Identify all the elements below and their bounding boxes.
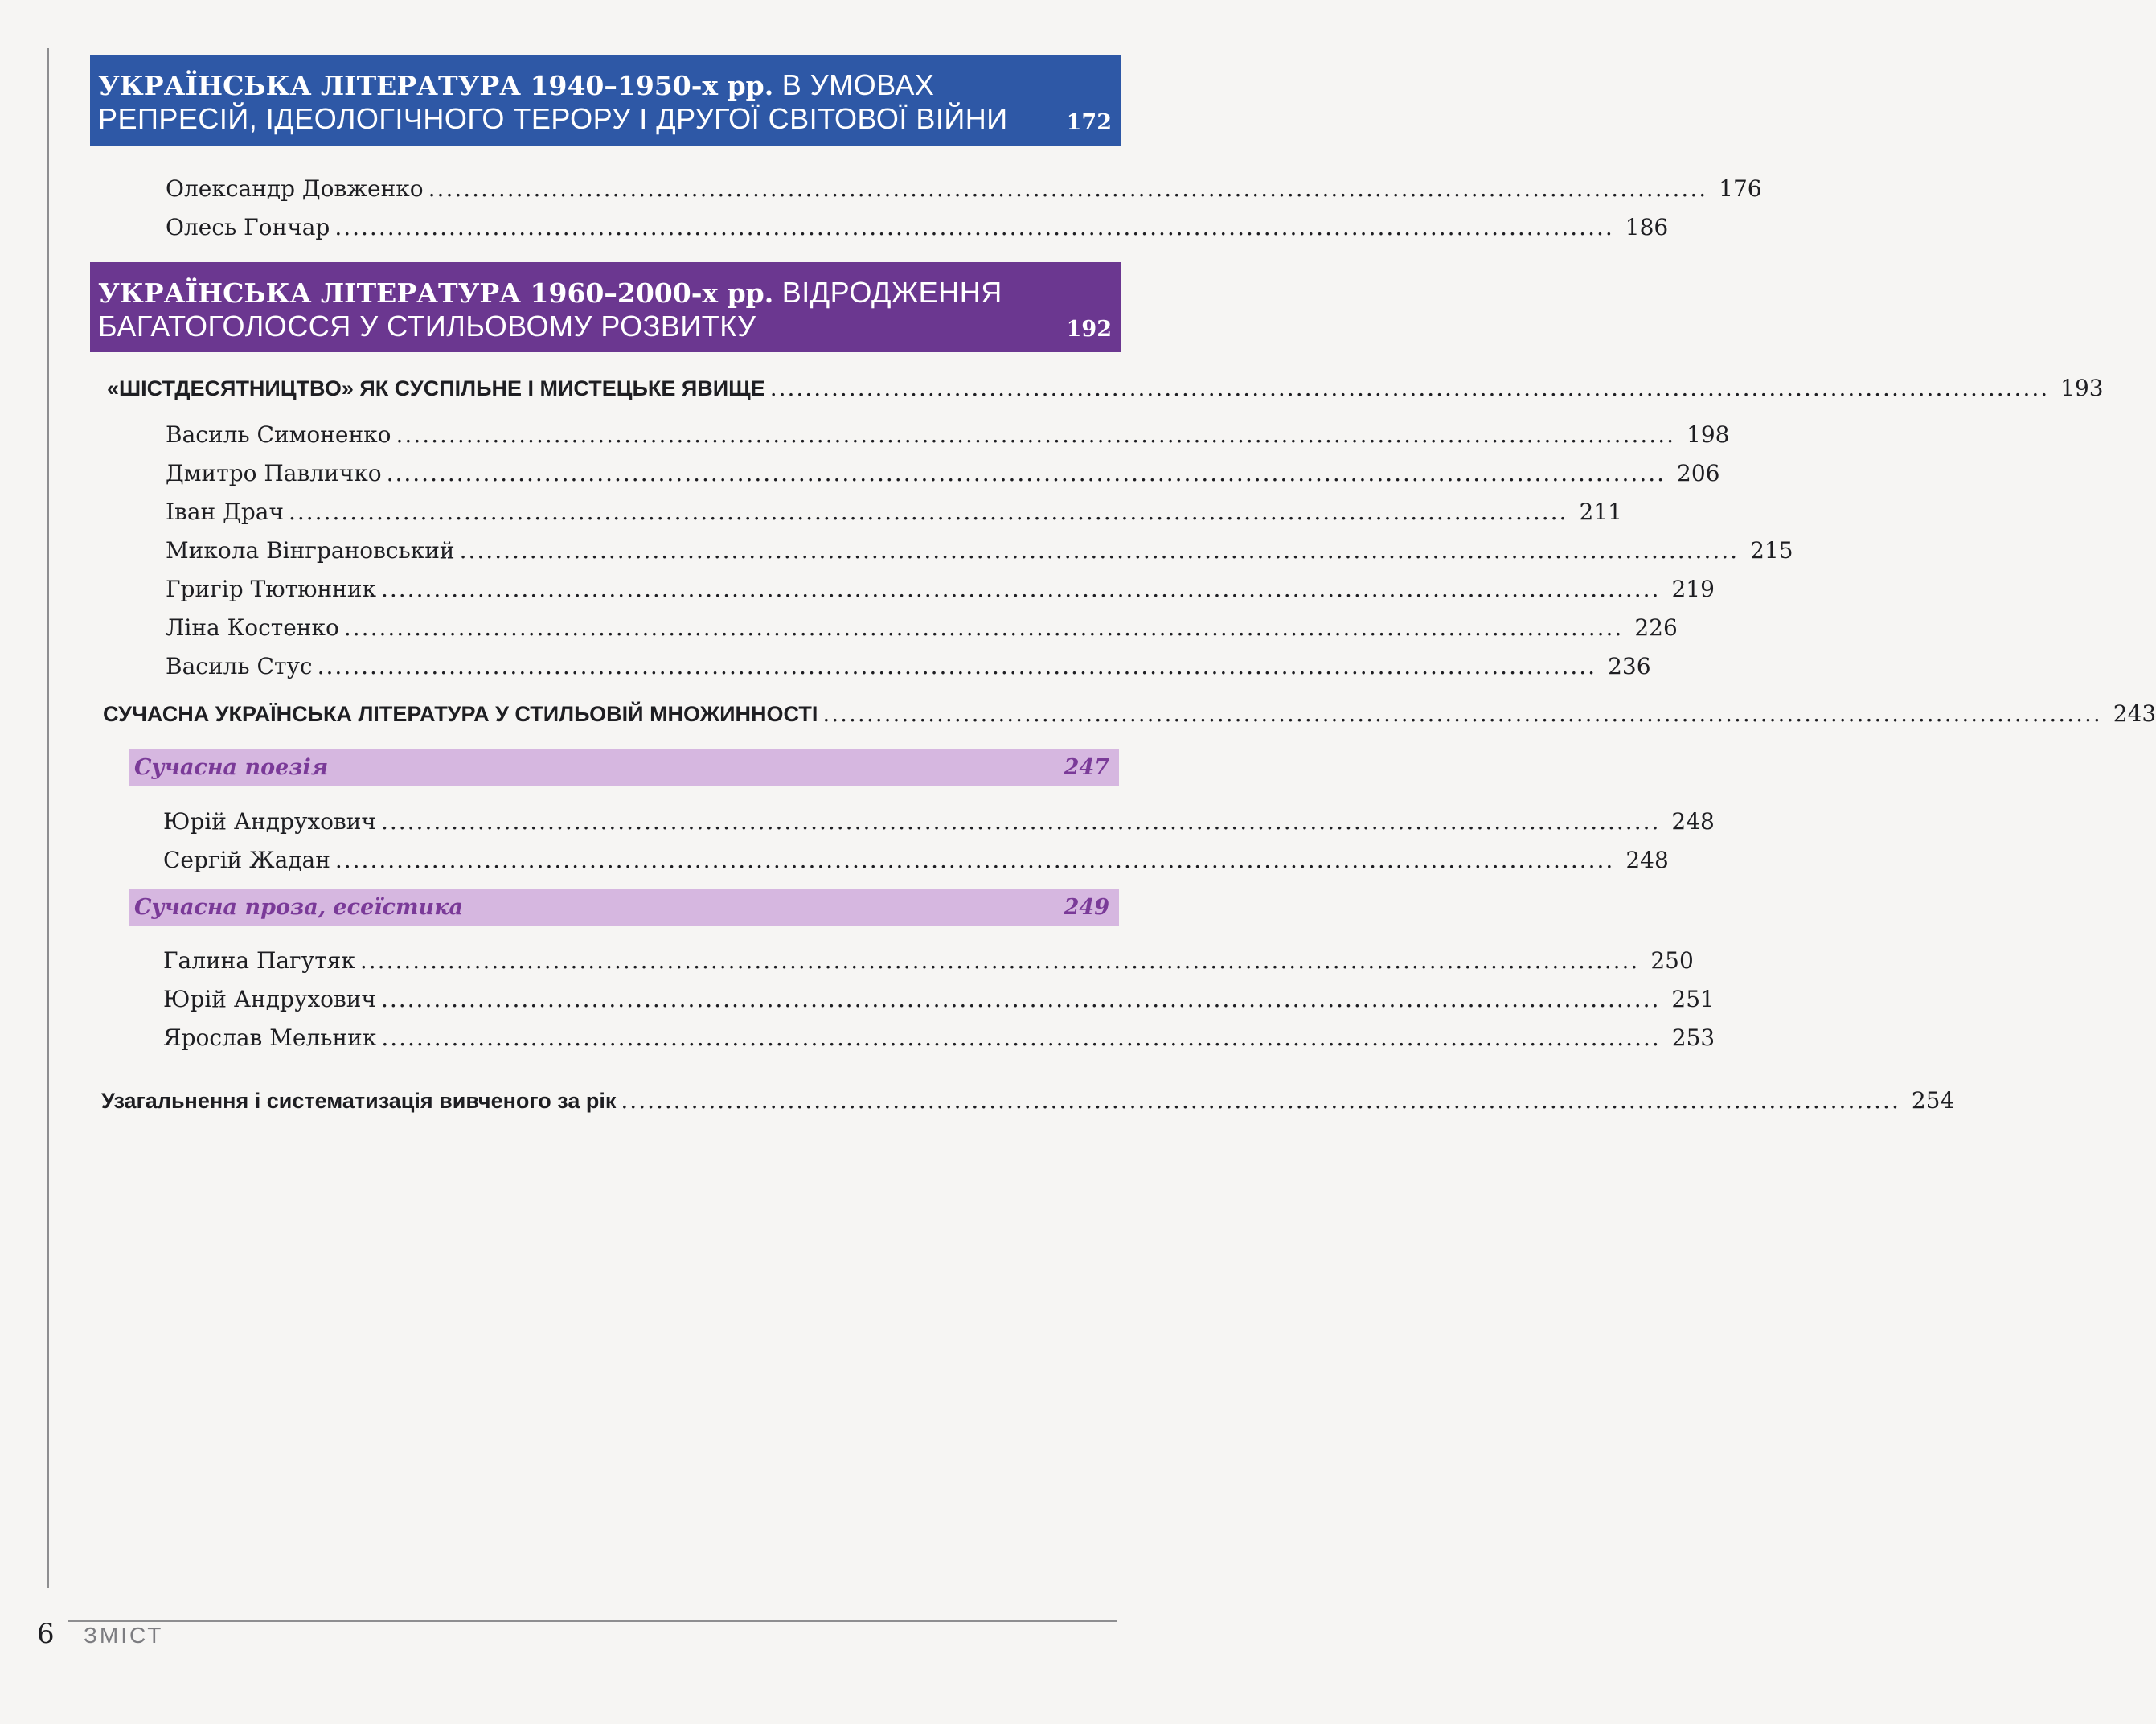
toc-entry-label: Ліна Костенко	[166, 614, 339, 641]
toc-entry-drach[interactable]	[166, 499, 1622, 526]
banner-title-bold: УКРАЇНСЬКА ЛІТЕРАТУРА 1960–2000-х рр.	[98, 277, 774, 309]
toc-entry-label: Ярослав Мельник	[163, 1024, 377, 1051]
toc-entry-page: 236	[1608, 653, 1651, 679]
toc-leader-dots: ..................................................................................................................................................	[381, 1024, 1661, 1051]
toc-entry-page: 248	[1625, 847, 1669, 873]
toc-leader-dots: ..................................................................................................................................................	[380, 808, 1661, 835]
toc-leader-dots: ..................................................................................................................................................	[334, 847, 1615, 873]
toc-entry-label: Олесь Гончар	[166, 214, 330, 240]
toc-entry-label: Іван Драч	[166, 499, 284, 525]
toc-leader-dots: ..................................................................................................................................................	[769, 375, 2050, 401]
toc-entry-label: Василь Симоненко	[166, 421, 391, 448]
toc-group-label: Сучасна проза, есеїстика	[134, 895, 463, 920]
toc-section-label: «ШІСТДЕСЯТНИЦТВО» ЯК СУСПІЛЬНЕ І МИСТЕЦЬКЕ ЯВИЩЕ	[107, 376, 765, 400]
toc-entry-label: Микола Вінграновський	[166, 537, 455, 564]
toc-leader-dots: ..................................................................................................................................................	[621, 1087, 1900, 1114]
toc-entry-label: Сергій Жадан	[163, 847, 330, 873]
toc-leader-dots: ..................................................................................................................................................	[380, 986, 1661, 1012]
toc-section-contemporary[interactable]	[103, 700, 2156, 728]
toc-group-page: 249	[1064, 895, 1109, 920]
toc-entry-honchar[interactable]	[166, 214, 1669, 241]
toc-entry-stus[interactable]	[166, 653, 1651, 680]
toc-entry-label: Олександр Довженко	[166, 175, 424, 202]
toc-leader-dots: ..................................................................................................................................................	[288, 499, 1568, 525]
toc-leader-dots: ..................................................................................................................................................	[380, 576, 1661, 602]
toc-leader-dots: ..................................................................................................................................................	[334, 214, 1614, 240]
toc-leader-dots: ..................................................................................................................................................	[359, 947, 1640, 974]
toc-entry-page: 176	[1719, 175, 1762, 202]
left-margin-rule	[47, 48, 49, 1588]
toc-summary-page: 254	[1911, 1087, 1955, 1114]
toc-entry-pavlychko[interactable]	[166, 460, 1720, 487]
section-banner-1960-2000[interactable]	[90, 262, 1121, 352]
banner-title-rest: В УМОВАХ	[781, 68, 935, 101]
toc-leader-dots: ..................................................................................................................................................	[343, 614, 1624, 641]
toc-group-label: Сучасна поезія	[134, 755, 329, 780]
toc-entry-andrukhovych-poetry[interactable]	[163, 808, 1715, 835]
toc-entry-label: Юрій Андрухович	[163, 986, 376, 1012]
toc-entry-label: Галина Пагутяк	[163, 947, 355, 974]
toc-entry-zhadan[interactable]	[163, 847, 1669, 874]
toc-entry-page: 211	[1579, 499, 1622, 525]
toc-summary[interactable]	[101, 1087, 1955, 1114]
toc-entry-page: 248	[1671, 808, 1715, 835]
toc-entry-symonenko[interactable]	[166, 421, 1730, 449]
toc-group-prose[interactable]	[129, 889, 1119, 926]
toc-entry-tiutiunnyk[interactable]	[166, 576, 1715, 603]
toc-entry-page: 219	[1671, 576, 1715, 602]
toc-leader-dots: ..................................................................................................................................................	[317, 653, 1597, 679]
toc-entry-page: 186	[1625, 214, 1669, 240]
toc-leader-dots: ..................................................................................................................................................	[396, 421, 1675, 448]
toc-section-page: 193	[2060, 375, 2104, 401]
footer-page-number: 6	[37, 1618, 55, 1650]
banner-title-rest: ВІДРОДЖЕННЯ	[781, 276, 1002, 309]
toc-entry-melnyk[interactable]	[163, 1024, 1715, 1052]
toc-entry-page: 226	[1634, 614, 1678, 641]
banner-title-line2: РЕПРЕСІЙ, ІДЕОЛОГІЧНОГО ТЕРОРУ І ДРУГОЇ СВІТОВОЇ ВІЙНИ	[98, 102, 1008, 135]
toc-entry-page: 251	[1671, 986, 1715, 1012]
toc-entry-kostenko[interactable]	[166, 614, 1678, 642]
toc-entry-vinhranovskyi[interactable]	[166, 537, 1793, 564]
footer-rule	[68, 1620, 1117, 1622]
section-banner-1940-1950[interactable]	[90, 55, 1121, 146]
toc-entry-label: Дмитро Павличко	[166, 460, 382, 486]
banner-title-bold: УКРАЇНСЬКА ЛІТЕРАТУРА 1940–1950-х рр.	[98, 70, 774, 101]
toc-entry-label: Василь Стус	[166, 653, 313, 679]
toc-leader-dots: ..................................................................................................................................................	[459, 537, 1740, 564]
footer-label: ЗМІСТ	[84, 1623, 164, 1648]
toc-entry-label: Юрій Андрухович	[163, 808, 376, 835]
toc-leader-dots: ..................................................................................................................................................	[428, 175, 1708, 202]
banner-page-number: 172	[1066, 110, 1112, 135]
toc-group-page: 247	[1064, 755, 1109, 780]
toc-summary-label: Узагальнення і систематизація вивченого за рік	[101, 1089, 617, 1113]
toc-entry-page: 215	[1750, 537, 1793, 564]
toc-entry-page: 250	[1650, 947, 1694, 974]
banner-title-line2: БАГАТОГОЛОССЯ У СТИЛЬОВОМУ РОЗВИТКУ	[98, 310, 756, 343]
toc-entry-pahutiak[interactable]	[163, 947, 1694, 975]
toc-section-shistdesiatnytstvo[interactable]	[107, 375, 2104, 402]
toc-leader-dots: ..................................................................................................................................................	[822, 700, 2102, 727]
toc-section-page: 243	[2113, 700, 2156, 727]
toc-section-label: СУЧАСНА УКРАЇНСЬКА ЛІТЕРАТУРА У СТИЛЬОВІЙ МНОЖИННОСТІ	[103, 702, 818, 726]
toc-entry-page: 198	[1687, 421, 1730, 448]
banner-page-number: 192	[1066, 317, 1112, 342]
toc-entry-page: 206	[1677, 460, 1720, 486]
toc-group-poetry[interactable]	[129, 749, 1119, 786]
toc-entry-andrukhovych-prose[interactable]	[163, 986, 1715, 1013]
toc-entry-page: 253	[1671, 1024, 1715, 1051]
toc-leader-dots: ..................................................................................................................................................	[386, 460, 1666, 486]
toc-entry-label: Григір Тютюнник	[166, 576, 376, 602]
toc-entry-dovzhenko[interactable]	[166, 175, 1762, 203]
